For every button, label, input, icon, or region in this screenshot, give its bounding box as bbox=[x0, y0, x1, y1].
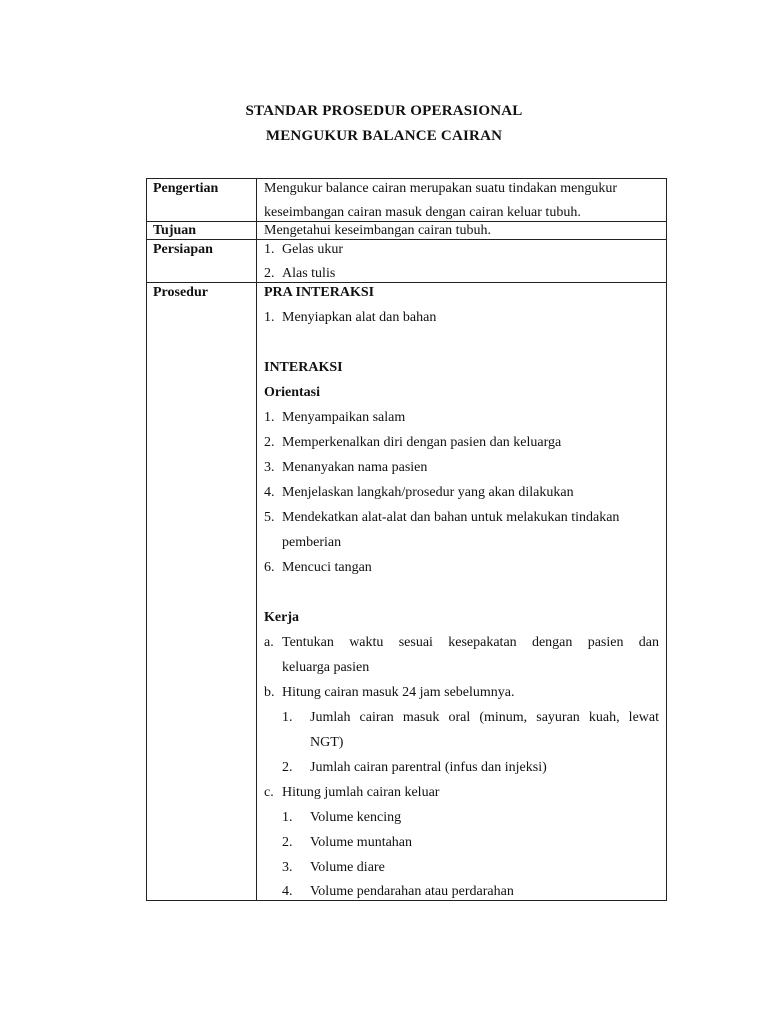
label-tujuan: Tujuan bbox=[147, 222, 257, 240]
row-persiapan bbox=[147, 240, 667, 283]
list-item: b. Hitung cairan masuk 24 jam sebelumnya. bbox=[264, 685, 515, 700]
label-prosedur: Prosedur bbox=[147, 283, 257, 901]
row-pengertian bbox=[147, 179, 667, 222]
sub-list-item: 1. Jumlah cairan masuk oral (minum, sayuran kuah, lewat bbox=[282, 710, 659, 725]
list-item: 4. Menjelaskan langkah/prosedur yang akan dilakukan bbox=[264, 485, 574, 500]
content-persiapan bbox=[257, 240, 667, 283]
content-tujuan bbox=[257, 222, 667, 240]
sub-list-item: 1. Volume kencing bbox=[282, 810, 402, 825]
label-pengertian: Pengertian bbox=[147, 179, 257, 222]
kerja-heading: Kerja bbox=[264, 610, 299, 625]
list-item: 1. Menyampaikan salam bbox=[264, 410, 406, 425]
list-item: 2. Alas tulis bbox=[264, 266, 336, 281]
orientasi-heading: Orientasi bbox=[264, 385, 320, 400]
pra-interaksi-heading: PRA INTERAKSI bbox=[264, 285, 375, 300]
sub-list-item: 4. Volume pendarahan atau perdarahan bbox=[282, 884, 514, 899]
content-prosedur bbox=[257, 283, 667, 901]
content-pengertian bbox=[257, 179, 667, 222]
document-title: STANDAR PROSEDUR OPERASIONAL bbox=[245, 103, 523, 119]
row-tujuan bbox=[147, 222, 667, 240]
sub-list-item: 3. Volume diare bbox=[282, 860, 385, 875]
document-subtitle: MENGUKUR BALANCE CAIRAN bbox=[265, 128, 503, 144]
sub-list-item: 2. Volume muntahan bbox=[282, 835, 413, 850]
label-persiapan: Persiapan bbox=[147, 240, 257, 283]
list-item: 5. Mendekatkan alat-alat dan bahan untuk melakukan tindakan bbox=[264, 510, 620, 525]
list-item: 6. Mencuci tangan bbox=[264, 560, 372, 575]
list-item: 3. Menanyakan nama pasien bbox=[264, 460, 428, 475]
pengertian-line-1: Mengukur balance cairan merupakan suatu tindakan mengukur bbox=[264, 181, 617, 196]
list-item: 2. Memperkenalkan diri dengan pasien dan keluarga bbox=[264, 435, 562, 450]
list-item: a. Tentukan waktu sesuai kesepakatan dengan pasien dan bbox=[264, 635, 659, 650]
list-item: c. Hitung jumlah cairan keluar bbox=[264, 785, 440, 800]
list-item: 1. Gelas ukur bbox=[264, 242, 344, 257]
sop-table bbox=[146, 178, 667, 901]
interaksi-heading: INTERAKSI bbox=[264, 360, 343, 375]
list-item-continuation: NGT) bbox=[310, 735, 344, 750]
list-item-continuation: pemberian bbox=[282, 535, 342, 550]
list-item-continuation: keluarga pasien bbox=[282, 660, 370, 675]
pengertian-line-2: keseimbangan cairan masuk dengan cairan keluar tubuh. bbox=[264, 205, 581, 220]
sub-list-item: 2. Jumlah cairan parentral (infus dan injeksi) bbox=[282, 760, 547, 775]
list-item: 1. Menyiapkan alat dan bahan bbox=[264, 310, 437, 325]
tujuan-text: Mengetahui keseimbangan cairan tubuh. bbox=[264, 223, 492, 238]
row-prosedur bbox=[147, 283, 667, 901]
